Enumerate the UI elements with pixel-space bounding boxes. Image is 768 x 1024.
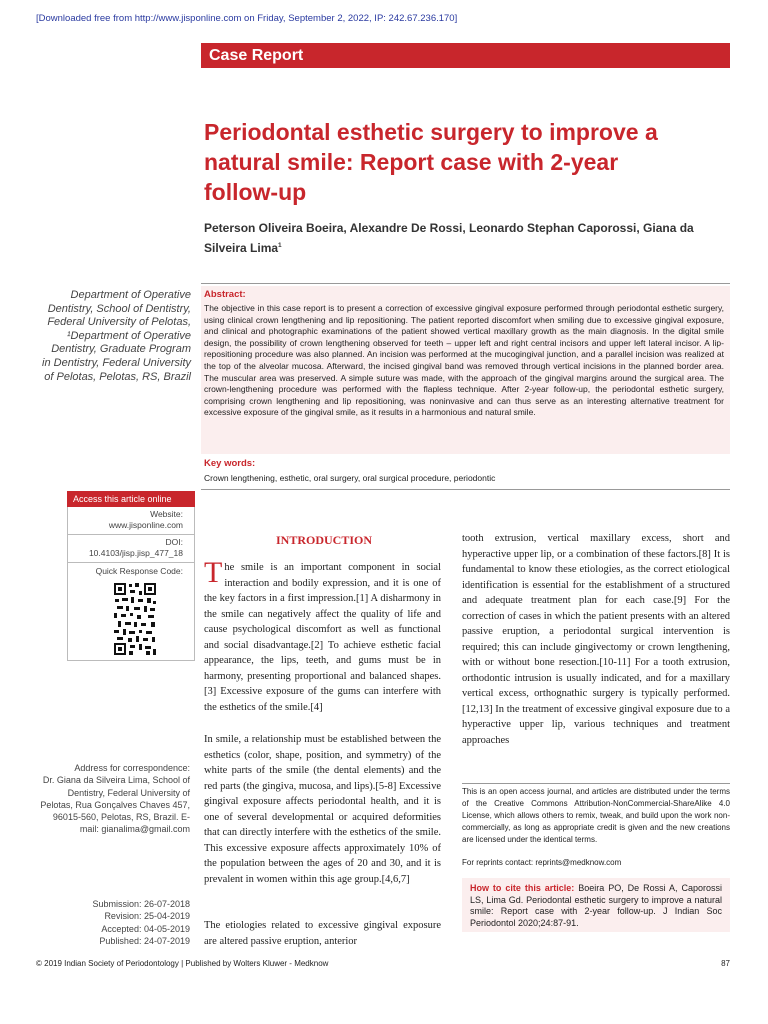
address-label: Address for correspondence:	[74, 763, 190, 773]
section-banner: Case Report	[201, 43, 730, 68]
keywords-heading: Key words:	[204, 458, 256, 469]
cite-label: How to cite this article:	[470, 883, 575, 893]
doi-value[interactable]: 10.4103/jisp.jisp_477_18	[88, 548, 183, 558]
keywords-text: Crown lengthening, esthetic, oral surgery, oral surgical procedure, periodontic	[204, 473, 496, 483]
divider	[67, 562, 195, 563]
cite-text: Boeira PO, De Rossi A, Caporossi LS, Lima Gd. Periodontal esthetic surgery to improve a natural smile: Report case with 2-year follow-up. J Indian Soc Periodontol 2020;24:87-91.	[470, 883, 722, 928]
intro-paragraph-2: In smile, a relationship must be established between the esthetics (color, shape, position, and symmetry) of the white parts of the smile (the dental elements) and the red parts (the gingiva, mucosa, and lips).[5-8] Excessive gingival exposure affects periodontal health, and it is one of several developmental or acquired deformities that can directly interfere with the esthetics of the smile. This excessive exposure affects approximately 10% of the population between the ages of 20 and 30, and it is prevalent in women within this age group.[4,6,7]	[204, 734, 441, 885]
address-text: Dr. Giana da Silveira Lima, School of Dentistry, Federal University of Pelotas, Rua Gonçalves Chaves 457, 96015-560, Pelotas, RS, Brazil. E-mail: gianalima@gmail.com	[40, 775, 190, 835]
footer-copyright: © 2019 Indian Society of Periodontology | Published by Wolters Kluwer - Medknow	[36, 959, 329, 968]
qr-label: Quick Response Code:	[95, 566, 183, 576]
article-title: Periodontal esthetic surgery to improve a natural smile: Report case with 2-year follow-up	[204, 119, 658, 205]
author-list: Peterson Oliveira Boeira, Alexandre De Rossi, Leonardo Stephan Caporossi, Giana da Silveira Lima$^1$	[204, 221, 694, 255]
qr-code-icon[interactable]	[113, 582, 157, 656]
divider	[462, 783, 730, 784]
reprints-contact: For reprints contact: reprints@medknow.com	[462, 858, 622, 867]
drop-cap: T	[204, 556, 223, 589]
published-date: Published: 24-07-2019	[99, 936, 190, 947]
citation-box	[462, 878, 730, 932]
access-heading: Access this article online	[67, 491, 195, 507]
revision-date: Revision: 25-04-2019	[104, 911, 190, 922]
website-link[interactable]: www.jisponline.com	[108, 520, 183, 530]
page-number: 87	[721, 959, 730, 968]
doi-label: DOI:	[165, 537, 183, 547]
website-label: Website:	[150, 509, 183, 519]
intro-paragraph-1: The smile is an important component in social interaction and bodily expression, and it is one of the key factors in a first impression.[1] A disharmony in the smile can negatively affect the quality of life and cause psychological discomfort as well as functional and social disadvantage.[2] To achieve esthetic facial appearance, the lips, teeth, and gums must be in harmony, presenting proportional and balanced shapes.[3] Excessive exposure of the gums can interfere with the esthetics of the smile.[4]	[204, 556, 441, 713]
divider	[67, 534, 195, 535]
correspondence-address	[40, 762, 190, 836]
divider	[201, 283, 730, 284]
intro-paragraph-3: The etiologies related to excessive gingival exposure are altered passive eruption, anterior	[204, 920, 441, 947]
divider	[201, 489, 730, 490]
affiliation: Department of Operative Dentistry, School of Dentistry, Federal University of Pelotas, ¹Department of Operative Dentistry, Graduate Program in Dentistry, Federal University of Pelotas, Pelotas, RS, Brazil	[42, 289, 191, 383]
open-access-notice: This is an open access journal, and articles are distributed under the terms of the Creative Commons Attribution-NonCommercial-ShareAlike 4.0 License, which allows others to remix, tweak, and build upon the work non-commercially, as long as appropriate credit is given and the new creations are licensed under the identical terms.	[462, 787, 730, 844]
accepted-date: Accepted: 04-05-2019	[101, 923, 190, 934]
introduction-heading: INTRODUCTION	[275, 533, 372, 547]
abstract-text: The objective in this case report is to present a correction of excessive gingival exposure performed through periodontal esthetic surgery, using clinical crown lengthening and lip repositioning. The patient reported discomfort when smiling due to excessive gingival exposure, and clinical and photographic examinations of the patient showed vertical maxillary growth as the main diagnosis. In the digital smile design, the possibility of crown lengthening observed for teeth – upper left and right central incisors and upper left lateral incisor. A lip-repositioning procedure was also planned. An incision was performed at the mucogingival junction, and a parallel incision was realized at the top of the alveolar mucosa. Afterward, the incised gingival band was removed through vertical incisions in the planned border area. The muscular area was preserved. A simple suture was made, with the approach of the gingival margins around the surgical area. The crown-lengthening procedure was performed with the flapless technique. After 2-year follow-up, the periodontal esthetic surgery, comprising crown lengthening and lip repositioning, was noninvasive and can thus serve as an interesting alternative treatment for excessive exposure of the gingival smile, as it results in a harmonious and natural smile.	[204, 303, 724, 418]
article-dates	[40, 898, 190, 948]
download-notice: [Downloaded free from http://www.jisponline.com on Friday, September 2, 2022, IP: 242.67.236.170]	[36, 13, 458, 24]
abstract-heading: Abstract:	[204, 289, 246, 300]
submission-date: Submission: 26-07-2018	[92, 899, 190, 909]
intro-paragraph-4: tooth extrusion, vertical maxillary excess, short and hyperactive upper lip, or a combination of these factors.[8] It is fundamental to know these etiologies, as the correct etiological identification is essential for the establishment of a structured and adequate treatment plan for each case.[9] For the correction of cases in which the patient presents with an altered passive eruption, a periodontal surgical intervention is required; this can include gingivectomy or crown lengthening, with or without bone resection.[10-11] For a tooth extrusion, orthodontic intrusion is usually indicated, and for a maxillary vertical excess, orthognathic surgery is typically performed.[12,13] In the treatment of excessive gingival exposure due to a hyperactive upper lip, various techniques and treatment approaches	[462, 533, 730, 746]
